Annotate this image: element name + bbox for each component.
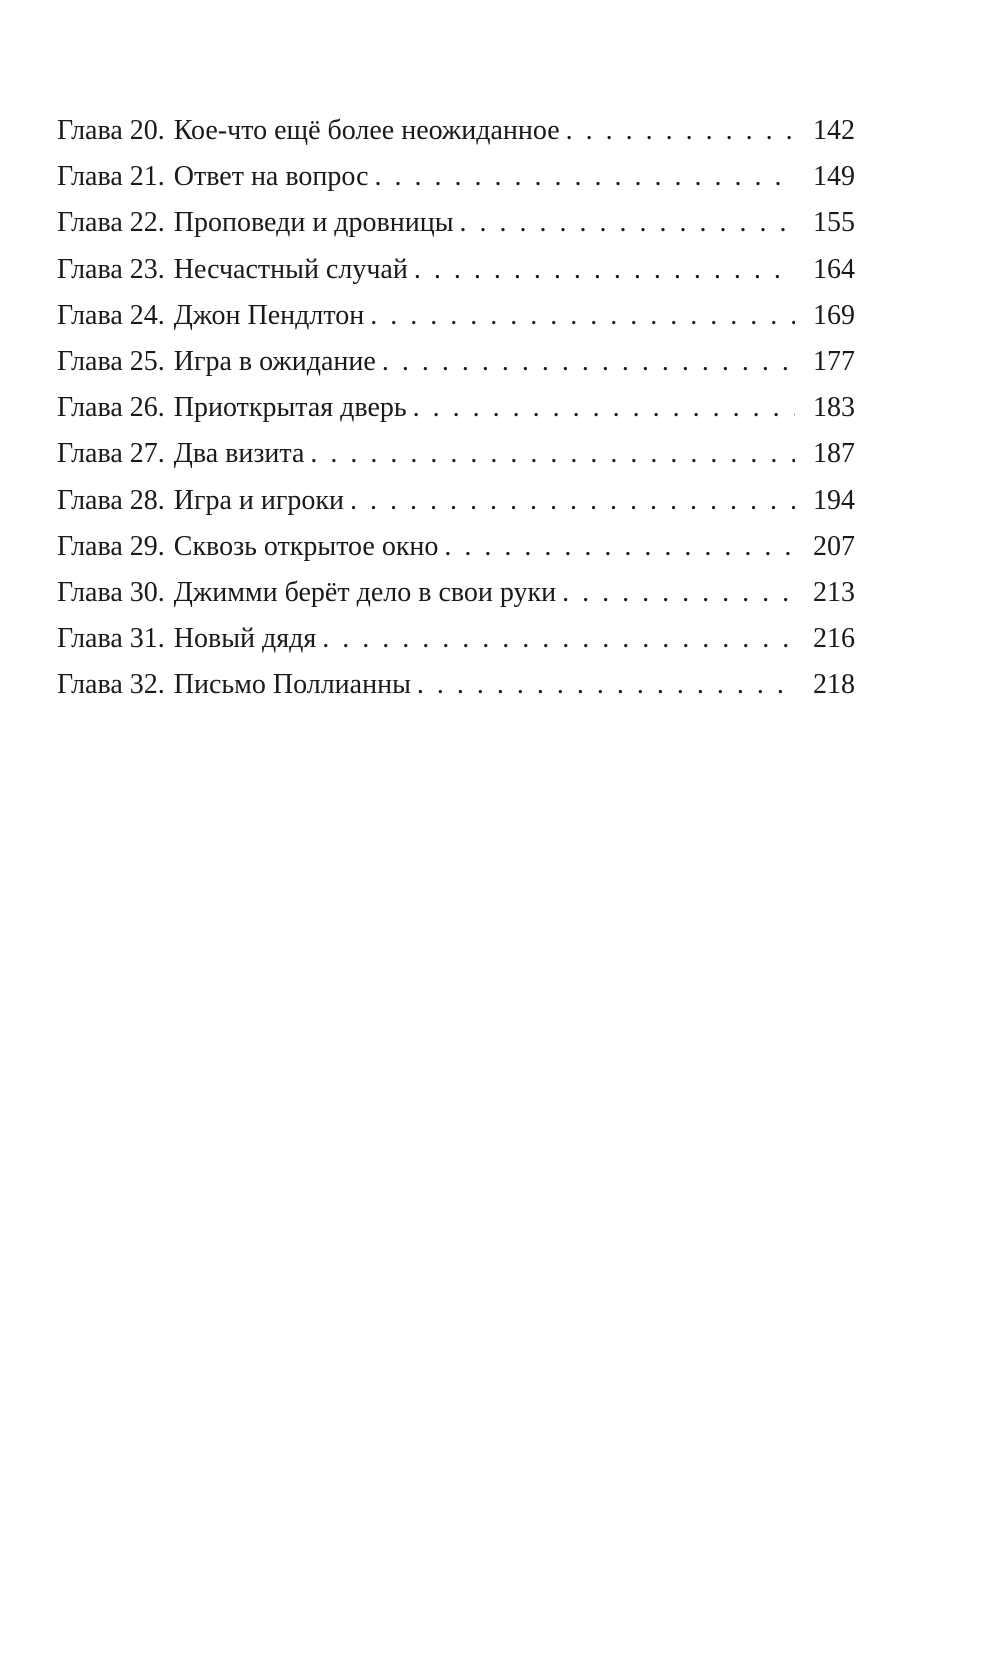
toc-entry xyxy=(57,154,855,200)
page-number: 207 xyxy=(813,530,855,562)
chapter-title: Письмо Поллианны xyxy=(173,669,411,701)
chapter-number: Глава 32. xyxy=(57,669,165,701)
dot-leader xyxy=(322,616,795,662)
page-number: 155 xyxy=(813,207,855,239)
dot-leader xyxy=(417,662,795,708)
chapter-number: Глава 29. xyxy=(57,530,165,562)
toc-entry xyxy=(57,108,855,154)
page-number: 213 xyxy=(813,576,855,608)
page-number: 177 xyxy=(813,345,855,377)
table-of-contents xyxy=(57,108,855,708)
chapter-title: Джимми берёт дело в свои руки xyxy=(173,576,557,608)
chapter-number: Глава 31. xyxy=(57,623,165,655)
toc-entry xyxy=(57,293,855,339)
chapter-number: Глава 26. xyxy=(57,392,165,424)
chapter-number: Глава 30. xyxy=(57,576,165,608)
toc-entry xyxy=(57,616,855,662)
toc-entry xyxy=(57,200,855,246)
dot-leader xyxy=(310,431,795,477)
chapter-number: Глава 24. xyxy=(57,299,165,331)
dot-leader xyxy=(370,293,795,339)
page-number: 216 xyxy=(813,623,855,655)
toc-entry xyxy=(57,431,855,477)
chapter-title: Несчастный случай xyxy=(173,253,408,285)
toc-entry xyxy=(57,662,855,708)
page-number: 218 xyxy=(813,669,855,701)
chapter-title: Игра и игроки xyxy=(173,484,344,516)
chapter-title: Кое-что ещё более неожиданное xyxy=(173,115,560,146)
toc-entry xyxy=(57,524,855,570)
toc-entry xyxy=(57,570,855,616)
page-number: 169 xyxy=(813,299,855,331)
toc-entry xyxy=(57,385,855,431)
chapter-number: Глава 22. xyxy=(57,207,165,239)
page-number: 142 xyxy=(813,115,855,146)
chapter-title: Сквозь открытое окно xyxy=(173,530,439,562)
chapter-title: Джон Пендлтон xyxy=(173,299,365,331)
chapter-title: Ответ на вопрос xyxy=(173,161,369,193)
dot-leader xyxy=(460,200,795,246)
chapter-title: Приоткрытая дверь xyxy=(173,392,407,424)
toc-entry xyxy=(57,247,855,293)
dot-leader xyxy=(350,478,795,524)
dot-leader xyxy=(414,247,795,293)
dot-leader xyxy=(413,385,795,431)
page-number: 187 xyxy=(813,438,855,470)
page-number: 149 xyxy=(813,161,855,193)
chapter-number: Глава 21. xyxy=(57,161,165,193)
chapter-title: Проповеди и дровницы xyxy=(173,207,454,239)
dot-leader xyxy=(444,524,795,570)
toc-entry xyxy=(57,478,855,524)
chapter-number: Глава 20. xyxy=(57,115,165,146)
chapter-number: Глава 28. xyxy=(57,484,165,516)
page-number: 183 xyxy=(813,392,855,424)
toc-entry xyxy=(57,339,855,385)
chapter-title: Два визита xyxy=(173,438,305,470)
chapter-title: Игра в ожидание xyxy=(173,345,376,377)
dot-leader xyxy=(382,339,795,385)
chapter-number: Глава 23. xyxy=(57,253,165,285)
dot-leader xyxy=(566,108,795,154)
page-number: 164 xyxy=(813,253,855,285)
dot-leader xyxy=(375,154,796,200)
page-number: 194 xyxy=(813,484,855,516)
chapter-title: Новый дядя xyxy=(173,623,317,655)
chapter-number: Глава 25. xyxy=(57,345,165,377)
dot-leader xyxy=(562,570,795,616)
chapter-number: Глава 27. xyxy=(57,438,165,470)
